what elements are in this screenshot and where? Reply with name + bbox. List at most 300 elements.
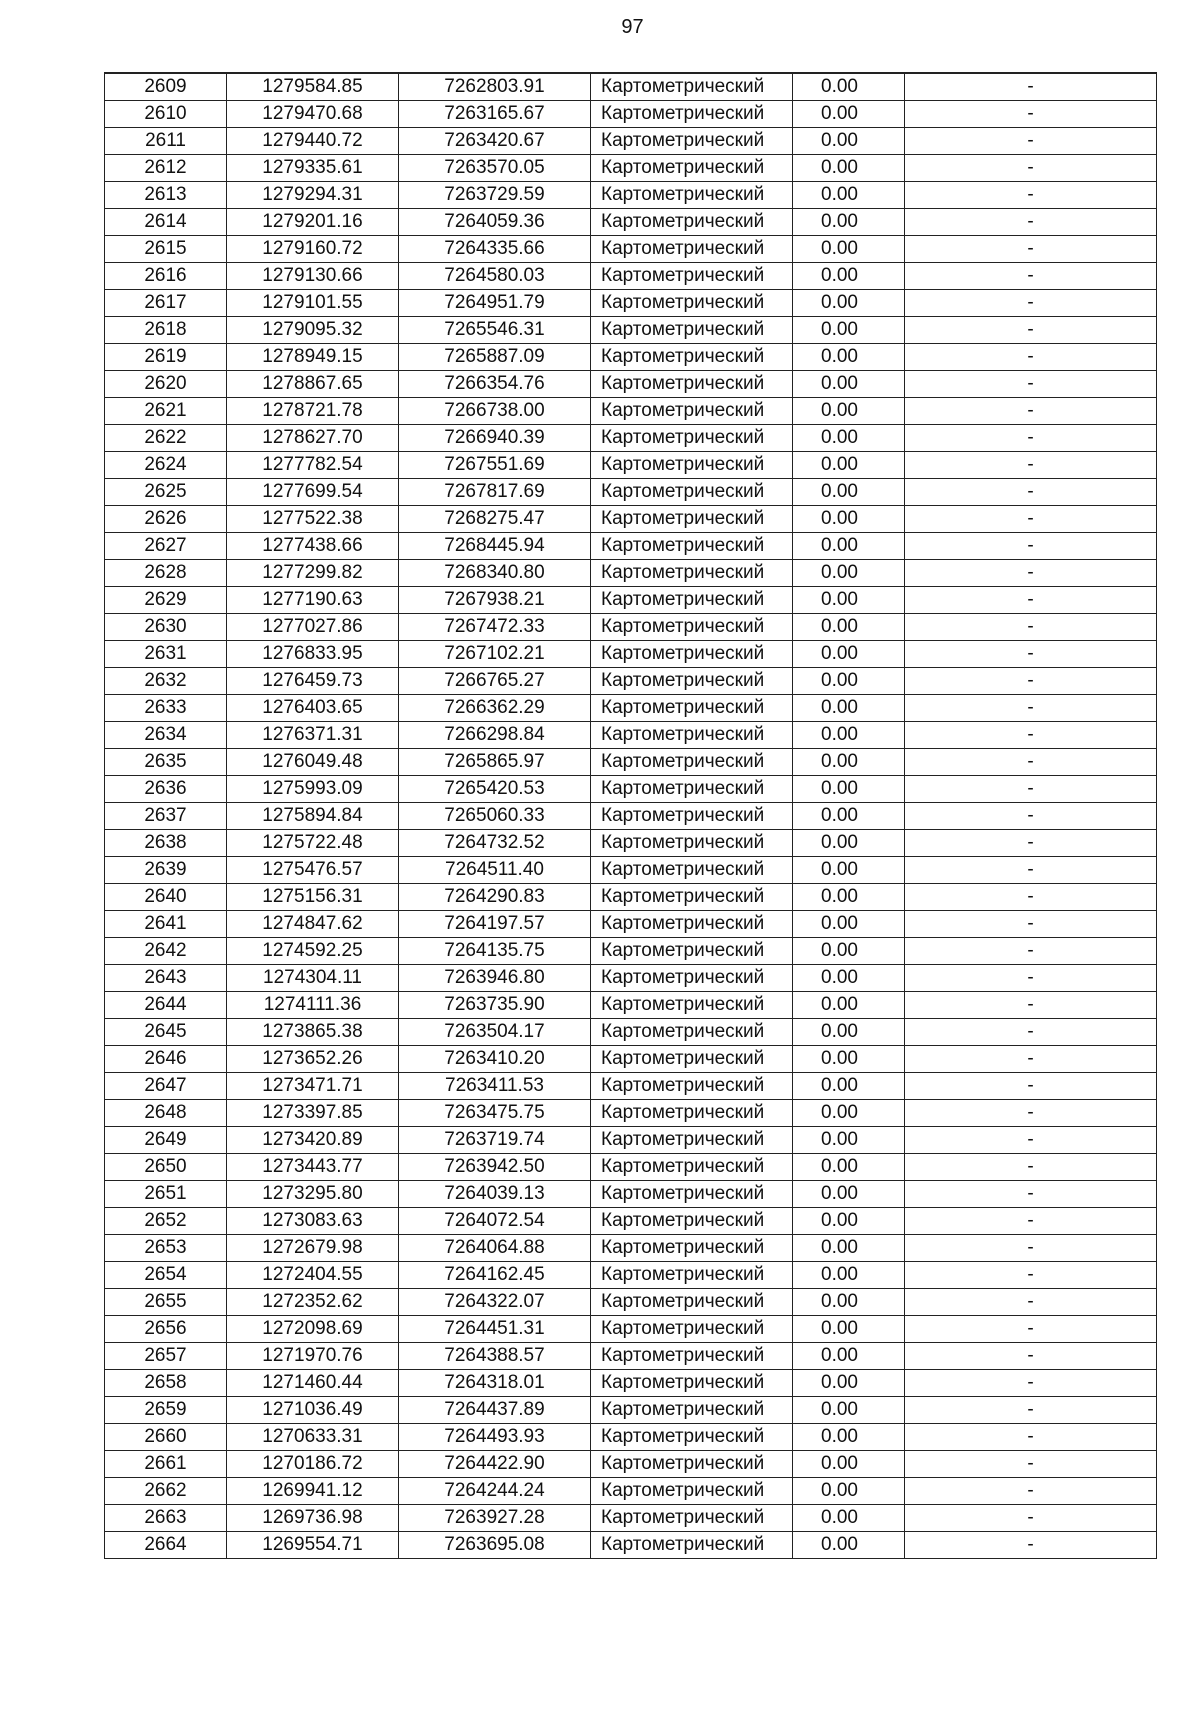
accuracy-cell: 0.00 [793, 1046, 905, 1073]
x-coordinate-cell: 1269941.12 [227, 1478, 399, 1505]
x-coordinate-cell: 1270186.72 [227, 1451, 399, 1478]
accuracy-cell: 0.00 [793, 236, 905, 263]
method-cell: Картометрический [591, 155, 793, 182]
y-coordinate-cell: 7263927.28 [399, 1505, 591, 1532]
page-number: 97 [621, 16, 644, 38]
x-coordinate-cell: 1278721.78 [227, 398, 399, 425]
y-coordinate-cell: 7267938.21 [399, 587, 591, 614]
y-coordinate-cell: 7263410.20 [399, 1046, 591, 1073]
table-row [105, 533, 1157, 560]
table-row [105, 155, 1157, 182]
table-row [105, 1289, 1157, 1316]
y-coordinate-cell: 7263504.17 [399, 1019, 591, 1046]
accuracy-cell: 0.00 [793, 1154, 905, 1181]
description-cell: - [905, 263, 1157, 290]
description-cell: - [905, 1046, 1157, 1073]
description-cell: - [905, 668, 1157, 695]
x-coordinate-cell: 1273443.77 [227, 1154, 399, 1181]
description-cell: - [905, 533, 1157, 560]
accuracy-cell: 0.00 [793, 965, 905, 992]
x-coordinate-cell: 1278949.15 [227, 344, 399, 371]
method-cell: Картометрический [591, 479, 793, 506]
method-cell: Картометрический [591, 965, 793, 992]
x-coordinate-cell: 1277438.66 [227, 533, 399, 560]
x-coordinate-cell: 1279335.61 [227, 155, 399, 182]
y-coordinate-cell: 7264039.13 [399, 1181, 591, 1208]
method-cell: Картометрический [591, 1019, 793, 1046]
x-coordinate-cell: 1277027.86 [227, 614, 399, 641]
table-row [105, 560, 1157, 587]
accuracy-cell: 0.00 [793, 263, 905, 290]
table-row [105, 857, 1157, 884]
table-row [105, 614, 1157, 641]
table-row [105, 1127, 1157, 1154]
table-row [105, 452, 1157, 479]
accuracy-cell: 0.00 [793, 857, 905, 884]
method-cell: Картометрический [591, 1397, 793, 1424]
point-number-cell: 2629 [105, 587, 227, 614]
table-row [105, 1505, 1157, 1532]
x-coordinate-cell: 1272352.62 [227, 1289, 399, 1316]
method-cell: Картометрический [591, 506, 793, 533]
accuracy-cell: 0.00 [793, 695, 905, 722]
accuracy-cell: 0.00 [793, 1289, 905, 1316]
method-cell: Картометрический [591, 1424, 793, 1451]
description-cell: - [905, 1154, 1157, 1181]
x-coordinate-cell: 1272098.69 [227, 1316, 399, 1343]
point-number-cell: 2617 [105, 290, 227, 317]
description-cell: - [905, 344, 1157, 371]
method-cell: Картометрический [591, 830, 793, 857]
x-coordinate-cell: 1279440.72 [227, 128, 399, 155]
point-number-cell: 2661 [105, 1451, 227, 1478]
point-number-cell: 2618 [105, 317, 227, 344]
accuracy-cell: 0.00 [793, 155, 905, 182]
point-number-cell: 2621 [105, 398, 227, 425]
method-cell: Картометрический [591, 344, 793, 371]
y-coordinate-cell: 7268340.80 [399, 560, 591, 587]
method-cell: Картометрический [591, 803, 793, 830]
accuracy-cell: 0.00 [793, 1505, 905, 1532]
x-coordinate-cell: 1275156.31 [227, 884, 399, 911]
y-coordinate-cell: 7267817.69 [399, 479, 591, 506]
accuracy-cell: 0.00 [793, 209, 905, 236]
description-cell: - [905, 749, 1157, 776]
x-coordinate-cell: 1279130.66 [227, 263, 399, 290]
description-cell: - [905, 1235, 1157, 1262]
y-coordinate-cell: 7263719.74 [399, 1127, 591, 1154]
method-cell: Картометрический [591, 128, 793, 155]
method-cell: Картометрический [591, 722, 793, 749]
description-cell: - [905, 614, 1157, 641]
y-coordinate-cell: 7264318.01 [399, 1370, 591, 1397]
accuracy-cell: 0.00 [793, 425, 905, 452]
x-coordinate-cell: 1274592.25 [227, 938, 399, 965]
description-cell: - [905, 209, 1157, 236]
table-row [105, 668, 1157, 695]
point-number-cell: 2611 [105, 128, 227, 155]
x-coordinate-cell: 1279201.16 [227, 209, 399, 236]
table-row [105, 344, 1157, 371]
x-coordinate-cell: 1271970.76 [227, 1343, 399, 1370]
description-cell: - [905, 155, 1157, 182]
y-coordinate-cell: 7266298.84 [399, 722, 591, 749]
point-number-cell: 2662 [105, 1478, 227, 1505]
table-row [105, 290, 1157, 317]
x-coordinate-cell: 1279095.32 [227, 317, 399, 344]
description-cell: - [905, 182, 1157, 209]
accuracy-cell: 0.00 [793, 1451, 905, 1478]
accuracy-cell: 0.00 [793, 1532, 905, 1559]
method-cell: Картометрический [591, 1181, 793, 1208]
point-number-cell: 2647 [105, 1073, 227, 1100]
y-coordinate-cell: 7263735.90 [399, 992, 591, 1019]
method-cell: Картометрический [591, 1208, 793, 1235]
accuracy-cell: 0.00 [793, 73, 905, 101]
y-coordinate-cell: 7262803.91 [399, 73, 591, 101]
description-cell: - [905, 1397, 1157, 1424]
accuracy-cell: 0.00 [793, 1262, 905, 1289]
y-coordinate-cell: 7264422.90 [399, 1451, 591, 1478]
x-coordinate-cell: 1277190.63 [227, 587, 399, 614]
point-number-cell: 2660 [105, 1424, 227, 1451]
accuracy-cell: 0.00 [793, 290, 905, 317]
y-coordinate-cell: 7263695.08 [399, 1532, 591, 1559]
description-cell: - [905, 1289, 1157, 1316]
y-coordinate-cell: 7264197.57 [399, 911, 591, 938]
point-number-cell: 2610 [105, 101, 227, 128]
x-coordinate-cell: 1276833.95 [227, 641, 399, 668]
accuracy-cell: 0.00 [793, 317, 905, 344]
accuracy-cell: 0.00 [793, 398, 905, 425]
method-cell: Картометрический [591, 587, 793, 614]
method-cell: Картометрический [591, 398, 793, 425]
accuracy-cell: 0.00 [793, 641, 905, 668]
y-coordinate-cell: 7264388.57 [399, 1343, 591, 1370]
description-cell: - [905, 857, 1157, 884]
y-coordinate-cell: 7264064.88 [399, 1235, 591, 1262]
table-row [105, 73, 1157, 101]
description-cell: - [905, 722, 1157, 749]
point-number-cell: 2635 [105, 749, 227, 776]
x-coordinate-cell: 1270633.31 [227, 1424, 399, 1451]
y-coordinate-cell: 7266765.27 [399, 668, 591, 695]
y-coordinate-cell: 7264580.03 [399, 263, 591, 290]
x-coordinate-cell: 1279470.68 [227, 101, 399, 128]
table-row [105, 506, 1157, 533]
y-coordinate-cell: 7264244.24 [399, 1478, 591, 1505]
table-row [105, 425, 1157, 452]
description-cell: - [905, 1424, 1157, 1451]
x-coordinate-cell: 1272679.98 [227, 1235, 399, 1262]
accuracy-cell: 0.00 [793, 722, 905, 749]
method-cell: Картометрический [591, 1316, 793, 1343]
point-number-cell: 2609 [105, 73, 227, 101]
x-coordinate-cell: 1279160.72 [227, 236, 399, 263]
method-cell: Картометрический [591, 73, 793, 101]
point-number-cell: 2632 [105, 668, 227, 695]
point-number-cell: 2657 [105, 1343, 227, 1370]
x-coordinate-cell: 1274847.62 [227, 911, 399, 938]
description-cell: - [905, 1343, 1157, 1370]
point-number-cell: 2653 [105, 1235, 227, 1262]
point-number-cell: 2616 [105, 263, 227, 290]
x-coordinate-cell: 1274304.11 [227, 965, 399, 992]
point-number-cell: 2659 [105, 1397, 227, 1424]
x-coordinate-cell: 1277782.54 [227, 452, 399, 479]
point-number-cell: 2613 [105, 182, 227, 209]
y-coordinate-cell: 7263165.67 [399, 101, 591, 128]
point-number-cell: 2633 [105, 695, 227, 722]
table-row [105, 992, 1157, 1019]
description-cell: - [905, 317, 1157, 344]
y-coordinate-cell: 7266940.39 [399, 425, 591, 452]
accuracy-cell: 0.00 [793, 830, 905, 857]
table-row [105, 398, 1157, 425]
point-number-cell: 2649 [105, 1127, 227, 1154]
accuracy-cell: 0.00 [793, 452, 905, 479]
description-cell: - [905, 128, 1157, 155]
accuracy-cell: 0.00 [793, 1316, 905, 1343]
point-number-cell: 2650 [105, 1154, 227, 1181]
table-row [105, 236, 1157, 263]
point-number-cell: 2664 [105, 1532, 227, 1559]
table-row [105, 128, 1157, 155]
method-cell: Картометрический [591, 1370, 793, 1397]
accuracy-cell: 0.00 [793, 1478, 905, 1505]
y-coordinate-cell: 7267551.69 [399, 452, 591, 479]
description-cell: - [905, 695, 1157, 722]
accuracy-cell: 0.00 [793, 1181, 905, 1208]
point-number-cell: 2628 [105, 560, 227, 587]
table-row [105, 884, 1157, 911]
method-cell: Картометрический [591, 1127, 793, 1154]
point-number-cell: 2645 [105, 1019, 227, 1046]
table-row [105, 1046, 1157, 1073]
accuracy-cell: 0.00 [793, 560, 905, 587]
point-number-cell: 2640 [105, 884, 227, 911]
y-coordinate-cell: 7264511.40 [399, 857, 591, 884]
point-number-cell: 2614 [105, 209, 227, 236]
description-cell: - [905, 560, 1157, 587]
y-coordinate-cell: 7268445.94 [399, 533, 591, 560]
accuracy-cell: 0.00 [793, 101, 905, 128]
description-cell: - [905, 101, 1157, 128]
description-cell: - [905, 992, 1157, 1019]
accuracy-cell: 0.00 [793, 1100, 905, 1127]
accuracy-cell: 0.00 [793, 1073, 905, 1100]
accuracy-cell: 0.00 [793, 344, 905, 371]
description-cell: - [905, 830, 1157, 857]
method-cell: Картометрический [591, 1532, 793, 1559]
point-number-cell: 2644 [105, 992, 227, 1019]
x-coordinate-cell: 1276459.73 [227, 668, 399, 695]
y-coordinate-cell: 7264951.79 [399, 290, 591, 317]
method-cell: Картометрический [591, 1505, 793, 1532]
x-coordinate-cell: 1279101.55 [227, 290, 399, 317]
method-cell: Картометрический [591, 560, 793, 587]
description-cell: - [905, 587, 1157, 614]
table-row [105, 1532, 1157, 1559]
point-number-cell: 2634 [105, 722, 227, 749]
y-coordinate-cell: 7264135.75 [399, 938, 591, 965]
x-coordinate-cell: 1276049.48 [227, 749, 399, 776]
x-coordinate-cell: 1273295.80 [227, 1181, 399, 1208]
point-number-cell: 2638 [105, 830, 227, 857]
description-cell: - [905, 236, 1157, 263]
description-cell: - [905, 1316, 1157, 1343]
x-coordinate-cell: 1273083.63 [227, 1208, 399, 1235]
x-coordinate-cell: 1279584.85 [227, 73, 399, 101]
method-cell: Картометрический [591, 776, 793, 803]
method-cell: Картометрический [591, 533, 793, 560]
y-coordinate-cell: 7263411.53 [399, 1073, 591, 1100]
table-row [105, 182, 1157, 209]
description-cell: - [905, 641, 1157, 668]
point-number-cell: 2658 [105, 1370, 227, 1397]
description-cell: - [905, 1262, 1157, 1289]
x-coordinate-cell: 1279294.31 [227, 182, 399, 209]
x-coordinate-cell: 1277522.38 [227, 506, 399, 533]
x-coordinate-cell: 1277299.82 [227, 560, 399, 587]
point-number-cell: 2652 [105, 1208, 227, 1235]
x-coordinate-cell: 1273652.26 [227, 1046, 399, 1073]
y-coordinate-cell: 7264451.31 [399, 1316, 591, 1343]
point-number-cell: 2648 [105, 1100, 227, 1127]
description-cell: - [905, 911, 1157, 938]
table-row [105, 209, 1157, 236]
accuracy-cell: 0.00 [793, 884, 905, 911]
description-cell: - [905, 1019, 1157, 1046]
x-coordinate-cell: 1274111.36 [227, 992, 399, 1019]
description-cell: - [905, 1073, 1157, 1100]
method-cell: Картометрический [591, 209, 793, 236]
method-cell: Картометрический [591, 1154, 793, 1181]
accuracy-cell: 0.00 [793, 911, 905, 938]
accuracy-cell: 0.00 [793, 992, 905, 1019]
table-row [105, 1370, 1157, 1397]
x-coordinate-cell: 1275476.57 [227, 857, 399, 884]
method-cell: Картометрический [591, 911, 793, 938]
method-cell: Картометрический [591, 290, 793, 317]
table-row [105, 263, 1157, 290]
y-coordinate-cell: 7264437.89 [399, 1397, 591, 1424]
point-number-cell: 2624 [105, 452, 227, 479]
point-number-cell: 2615 [105, 236, 227, 263]
accuracy-cell: 0.00 [793, 479, 905, 506]
point-number-cell: 2631 [105, 641, 227, 668]
description-cell: - [905, 1100, 1157, 1127]
table-row [105, 1100, 1157, 1127]
coordinates-table-body [105, 73, 1157, 1559]
table-row [105, 749, 1157, 776]
description-cell: - [905, 290, 1157, 317]
point-number-cell: 2651 [105, 1181, 227, 1208]
x-coordinate-cell: 1273471.71 [227, 1073, 399, 1100]
accuracy-cell: 0.00 [793, 1397, 905, 1424]
description-cell: - [905, 425, 1157, 452]
point-number-cell: 2637 [105, 803, 227, 830]
point-number-cell: 2663 [105, 1505, 227, 1532]
table-row [105, 641, 1157, 668]
description-cell: - [905, 506, 1157, 533]
y-coordinate-cell: 7265887.09 [399, 344, 591, 371]
table-row [105, 1208, 1157, 1235]
y-coordinate-cell: 7264072.54 [399, 1208, 591, 1235]
table-row [105, 1397, 1157, 1424]
x-coordinate-cell: 1273420.89 [227, 1127, 399, 1154]
method-cell: Картометрический [591, 641, 793, 668]
method-cell: Картометрический [591, 1262, 793, 1289]
y-coordinate-cell: 7266738.00 [399, 398, 591, 425]
accuracy-cell: 0.00 [793, 182, 905, 209]
method-cell: Картометрический [591, 1235, 793, 1262]
point-number-cell: 2656 [105, 1316, 227, 1343]
table-row [105, 695, 1157, 722]
method-cell: Картометрический [591, 1478, 793, 1505]
y-coordinate-cell: 7263946.80 [399, 965, 591, 992]
point-number-cell: 2625 [105, 479, 227, 506]
y-coordinate-cell: 7265546.31 [399, 317, 591, 344]
method-cell: Картометрический [591, 938, 793, 965]
table-row [105, 1181, 1157, 1208]
description-cell: - [905, 1451, 1157, 1478]
method-cell: Картометрический [591, 236, 793, 263]
description-cell: - [905, 398, 1157, 425]
table-row [105, 1316, 1157, 1343]
point-number-cell: 2630 [105, 614, 227, 641]
x-coordinate-cell: 1273397.85 [227, 1100, 399, 1127]
y-coordinate-cell: 7264290.83 [399, 884, 591, 911]
x-coordinate-cell: 1275894.84 [227, 803, 399, 830]
accuracy-cell: 0.00 [793, 587, 905, 614]
description-cell: - [905, 1127, 1157, 1154]
point-number-cell: 2622 [105, 425, 227, 452]
description-cell: - [905, 1532, 1157, 1559]
point-number-cell: 2643 [105, 965, 227, 992]
point-number-cell: 2620 [105, 371, 227, 398]
table-row [105, 1235, 1157, 1262]
method-cell: Картометрический [591, 1100, 793, 1127]
method-cell: Картометрический [591, 1451, 793, 1478]
accuracy-cell: 0.00 [793, 1343, 905, 1370]
method-cell: Картометрический [591, 317, 793, 344]
point-number-cell: 2642 [105, 938, 227, 965]
method-cell: Картометрический [591, 425, 793, 452]
method-cell: Картометрический [591, 668, 793, 695]
y-coordinate-cell: 7265420.53 [399, 776, 591, 803]
y-coordinate-cell: 7264162.45 [399, 1262, 591, 1289]
description-cell: - [905, 73, 1157, 101]
accuracy-cell: 0.00 [793, 614, 905, 641]
y-coordinate-cell: 7264335.66 [399, 236, 591, 263]
accuracy-cell: 0.00 [793, 533, 905, 560]
table-row [105, 1073, 1157, 1100]
y-coordinate-cell: 7264732.52 [399, 830, 591, 857]
method-cell: Картометрический [591, 101, 793, 128]
table-row [105, 317, 1157, 344]
table-row [105, 479, 1157, 506]
table-row [105, 1343, 1157, 1370]
method-cell: Картометрический [591, 452, 793, 479]
point-number-cell: 2619 [105, 344, 227, 371]
description-cell: - [905, 776, 1157, 803]
table-row [105, 776, 1157, 803]
accuracy-cell: 0.00 [793, 1235, 905, 1262]
accuracy-cell: 0.00 [793, 749, 905, 776]
table-row [105, 101, 1157, 128]
description-cell: - [905, 371, 1157, 398]
